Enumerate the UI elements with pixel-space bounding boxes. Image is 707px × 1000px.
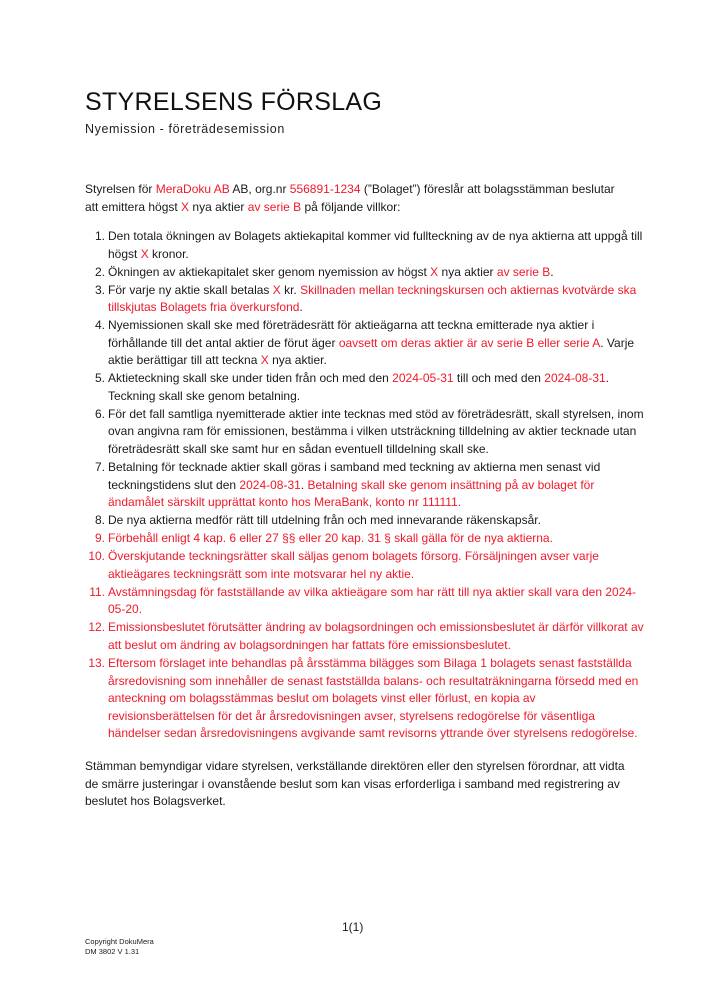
placeholder-text: Betalning skall ske genom insättning på av bolaget för ändamålet särskilt upprättat konto hos MeraBank, konto nr 111111. <box>108 477 595 510</box>
text-segment: . Teckning skall ske genom betalning. <box>108 371 610 403</box>
text-segment: kronor. <box>148 246 189 261</box>
conditions-list <box>85 228 645 743</box>
footer <box>85 937 154 957</box>
page-number: 1(1) <box>342 920 364 934</box>
text-segment: nya aktier. <box>268 353 327 368</box>
condition-item <box>85 655 645 743</box>
condition-item <box>85 512 645 530</box>
condition-number: 8. <box>94 513 105 528</box>
text-segment: Den totala ökningen av Bolagets aktiekapital kommer vid fullteckning av de nya aktierna att uppgå till högst <box>108 229 643 261</box>
text-segment: nya aktier <box>189 199 248 214</box>
placeholder-text: X <box>181 199 190 214</box>
text-segment: . <box>300 477 308 492</box>
condition-number: 2. <box>94 264 105 279</box>
condition-number: 5. <box>94 371 105 386</box>
placeholder-text: X <box>430 264 439 279</box>
footer-copyright: Copyright DokuMera <box>85 937 154 946</box>
condition-item <box>85 459 645 512</box>
placeholder-text: X <box>140 246 149 261</box>
condition-number: 7. <box>94 460 105 475</box>
condition-number: 1. <box>94 229 105 243</box>
document-title: STYRELSENS FÖRSLAG <box>85 88 383 116</box>
condition-item <box>85 584 645 619</box>
condition-item <box>85 406 645 459</box>
condition-number: 6. <box>94 406 105 421</box>
condition-number: 9. <box>94 531 105 546</box>
condition-item <box>85 370 645 405</box>
placeholder-text: oavsett om deras aktier är av serie B eller serie A <box>338 335 601 350</box>
text-segment: Betalning för tecknade aktier skall göras i samband med teckning av aktierna men senast vid teckningstidens slut den <box>108 460 601 492</box>
condition-item <box>85 317 645 370</box>
text-segment: De nya aktierna medför rätt till utdelning från och med innevarande räkenskapsår. <box>108 513 541 528</box>
condition-item <box>85 548 645 583</box>
document-subtitle: Nyemission - företrädesemission <box>85 122 285 136</box>
placeholder-text: Skillnaden mellan teckningskursen och aktiernas kvotvärde ska tillskjutas Bolagets fria överkursfond <box>108 282 637 315</box>
footer-doc-id: DM 3802 V 1.31 <box>85 947 140 956</box>
intro-paragraph <box>85 181 625 216</box>
closing-paragraph: Stämman bemyndigar vidare styrelsen, verkställande direktören eller den styrelsen förordnar, att vidta de smärre justeringar i ovanstående beslut som kan visas erforderliga i samband med registrering av beslutet hos Bolagsverket. <box>85 759 625 809</box>
placeholder-text: X <box>272 282 281 297</box>
condition-number: 3. <box>94 282 105 297</box>
text-segment: nya aktier <box>438 264 497 279</box>
placeholder-text: 2024-08-31 <box>544 371 606 386</box>
placeholder-text: Överskjutande teckningsrätter skall säljas genom bolagets försorg. Försäljningen avser varje aktieägares teckningsrätt som inte motsvarar hel ny aktie. <box>108 549 599 581</box>
text-segment: . <box>299 300 303 315</box>
text-segment: till och med den <box>453 371 545 386</box>
placeholder-text: av serie B <box>247 199 302 214</box>
text-segment: . <box>550 264 554 279</box>
placeholder-text: av serie B <box>496 264 551 279</box>
text-segment: För varje ny aktie skall betalas <box>108 282 273 297</box>
condition-number: 4. <box>94 318 105 333</box>
condition-number: 13. <box>88 655 105 670</box>
condition-number: 10. <box>88 549 105 564</box>
text-segment: på följande villkor: <box>301 199 401 214</box>
text-segment: Ökningen av aktiekapitalet sker genom nyemission av högst <box>108 264 431 279</box>
condition-number: 11. <box>89 584 105 599</box>
text-segment: . Varje aktie berättigar till att teckna <box>108 335 635 368</box>
condition-number: 12. <box>88 620 105 635</box>
placeholder-text: 2024-08-31 <box>239 477 301 492</box>
text-segment: Aktieteckning skall ske under tiden från och med den <box>108 371 393 386</box>
text-segment: Styrelsen för <box>85 182 156 196</box>
text-segment: För det fall samtliga nyemitterade aktier inte tecknas med stöd av företrädesrätt, skall styrelsen, inom ovan angivna ram för emissionen, bestämma i vilken utsträckning tilldelning av aktier tecknade utan företrädesrätt skall ske samt hur en sådan eventuell tilldelning skall ske. <box>108 406 644 457</box>
placeholder-text: Förbehåll enligt 4 kap. 6 eller 27 §§ eller 20 kap. 31 § skall gälla för de nya aktierna. <box>108 531 553 546</box>
placeholder-text: Emissionsbeslutet förutsätter ändring av bolagsordningen och emissionsbeslutet är därför villkorat av att beslut om ändring av bolagsordningen har fattats före emissionsbeslutet. <box>108 620 644 652</box>
text-segment: AB, org.nr <box>229 182 290 196</box>
placeholder-text: Eftersom förslaget inte behandlas på årsstämma bilägges som Bilaga 1 bolagets senast fastställda årsredovisning som innehåller de senast fastställda balans- och resultaträkningarna försedd med en anteckning om bolagsstämmas beslut om bolagets vinst eller förlust, en kopia av revisionsberättelsen för det år årsredovisningen avser, styrelsens redogörelse för väsentliga händelser sedan årsredovisningens avgivande samt revisorns yttrande över styrelsens redogörelse. <box>108 655 639 741</box>
text-segment: Nyemissionen skall ske med företrädesrätt för aktieägarna att teckna emitterade nya aktier i förhållande till det antal aktier de förut äger <box>108 318 595 350</box>
placeholder-text: MeraDoku AB <box>155 182 230 196</box>
condition-item <box>85 264 645 282</box>
condition-item <box>85 530 645 548</box>
text-segment: kr. <box>280 282 301 297</box>
condition-item <box>85 228 645 263</box>
placeholder-text: 2024-05-31 <box>392 371 454 386</box>
placeholder-text: X <box>260 353 269 368</box>
text-segment: (”Bolaget”) föreslår att bolagsstämman beslutar att emittera högst <box>85 182 615 214</box>
condition-item <box>85 282 645 317</box>
placeholder-text: 556891-1234 <box>289 182 361 196</box>
condition-item <box>85 619 645 654</box>
placeholder-text: Avstämningsdag för fastställande av vilka aktieägare som har rätt till nya aktier skall vara den 2024-05-20. <box>108 584 637 617</box>
